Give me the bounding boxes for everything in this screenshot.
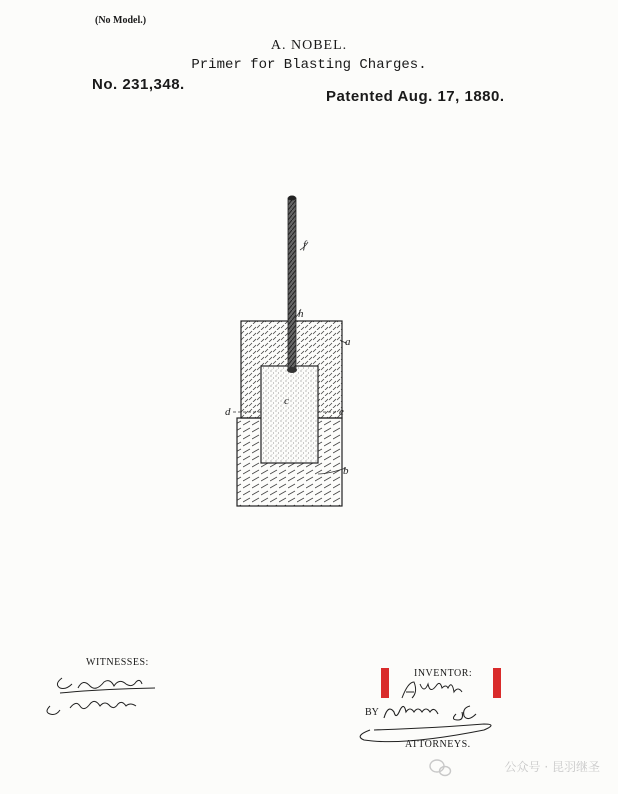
ref-letter-a: a <box>345 336 351 348</box>
watermark-text: 公众号 · 昆羽继圣 <box>504 760 600 774</box>
patent-number: No. 231,348. <box>92 76 185 93</box>
ref-letter-e: e <box>339 406 344 418</box>
red-highlight-right <box>493 668 501 698</box>
ref-letter-h: h <box>298 308 304 320</box>
patent-title: Primer for Blasting Charges. <box>191 57 427 73</box>
ref-letter-c: c <box>284 395 289 407</box>
inventor-name: A. NOBEL. <box>270 38 348 53</box>
red-highlight-left <box>381 668 389 698</box>
witnesses-label: WITNESSES: <box>86 657 149 668</box>
attorney-signature <box>360 706 491 742</box>
witness-signatures <box>47 678 155 715</box>
wechat-icon <box>430 760 451 776</box>
by-label: BY <box>365 707 379 718</box>
inventor-signature <box>402 682 462 698</box>
model-note: (No Model.) <box>95 15 147 26</box>
ref-letter-b: b <box>343 465 349 477</box>
inventor-label: INVENTOR: <box>414 668 473 679</box>
fuse <box>288 198 296 370</box>
ref-letter-d: d <box>225 406 231 418</box>
ref-letter-f: f <box>303 239 307 251</box>
attorneys-label: ATTORNEYS. <box>405 739 471 750</box>
patent-date: Patented Aug. 17, 1880. <box>326 88 505 105</box>
